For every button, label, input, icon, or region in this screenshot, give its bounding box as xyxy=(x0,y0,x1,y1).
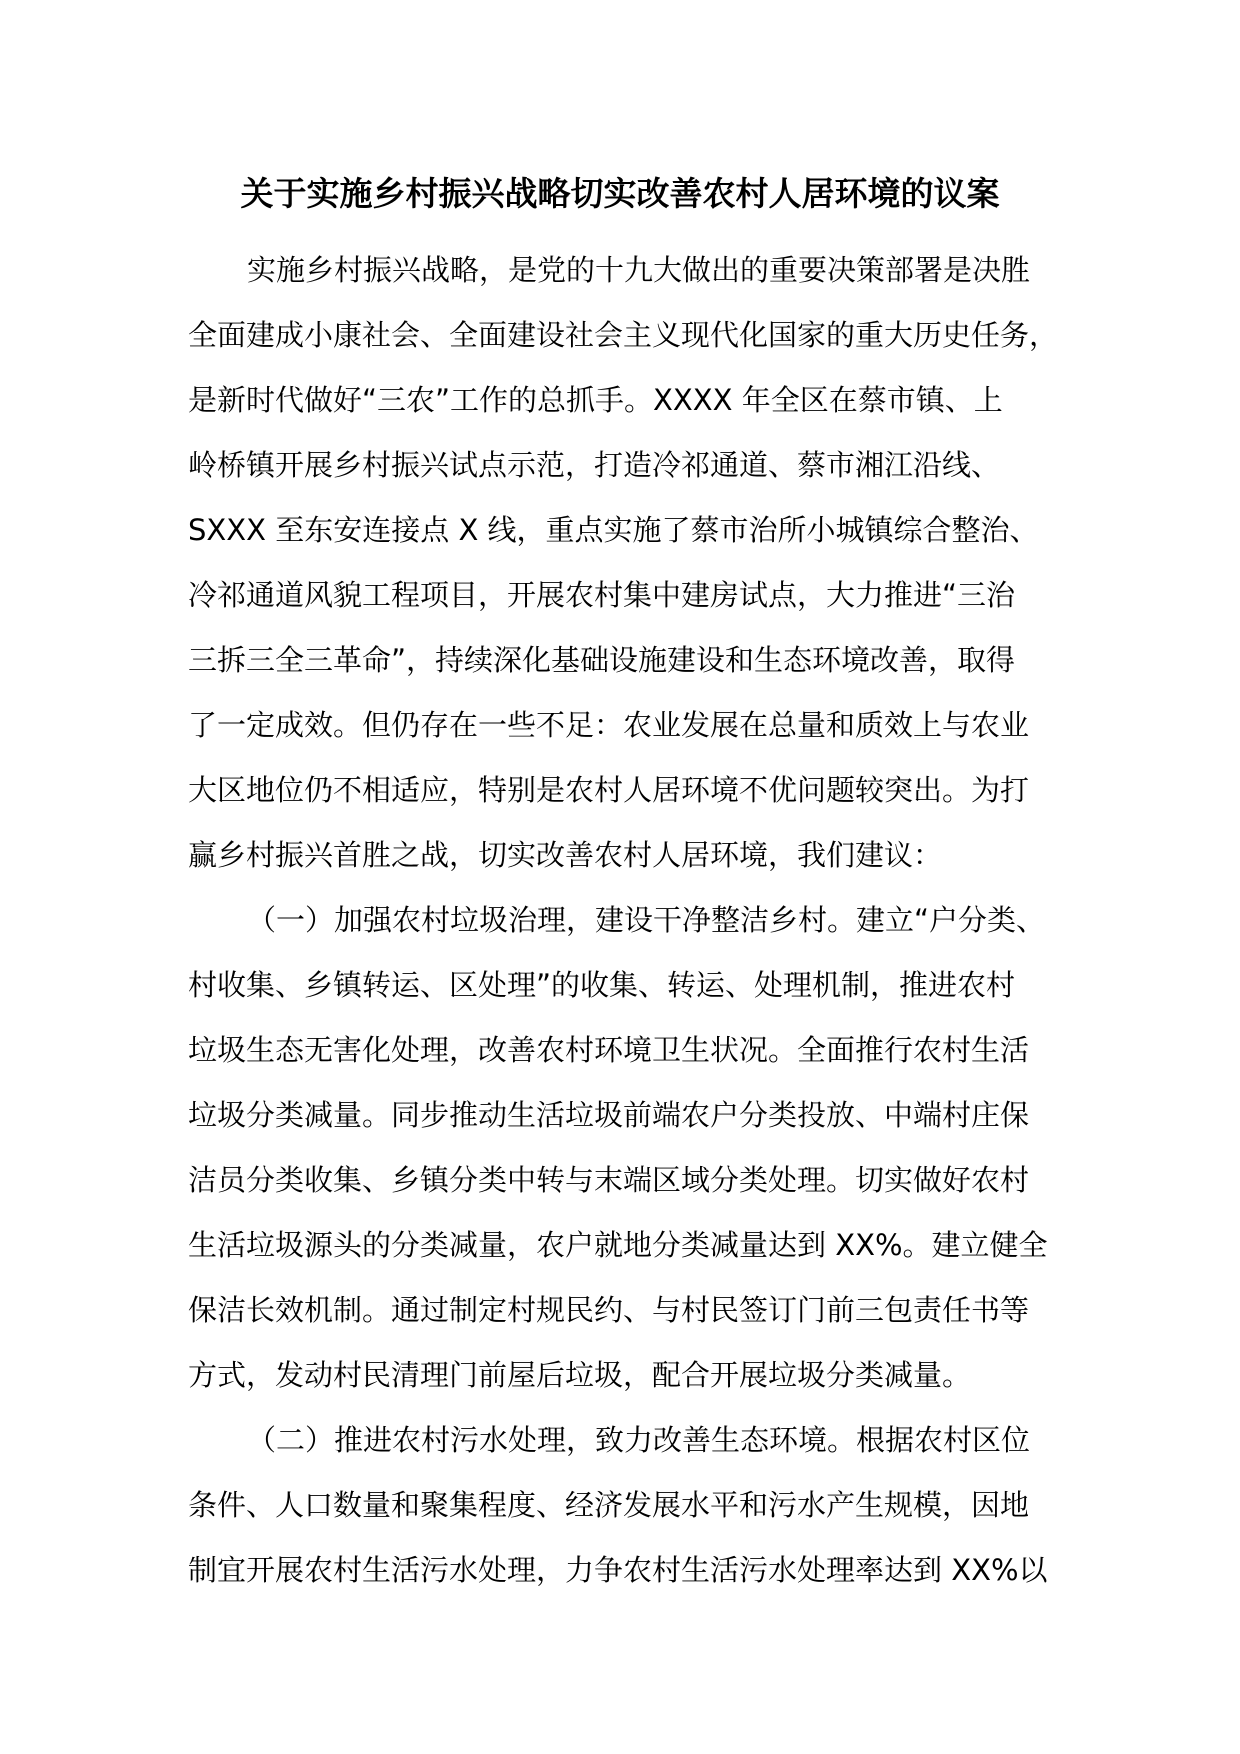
text-line: 条件、人口数量和聚集程度、经济发展水平和污水产生规模，因地 xyxy=(188,1488,1030,1522)
text-line: 村收集、乡镇转运、区处理”的收集、转运、处理机制，推进农村 xyxy=(188,968,1016,1002)
text-line: 全面建成小康社会、全面建设社会主义现代化国家的重大历史任务， xyxy=(188,318,1059,352)
text-line: （一）加强农村垃圾治理，建设干净整洁乡村。建立“户分类、 xyxy=(247,903,1046,937)
text-line: 岭桥镇开展乡村振兴试点示范，打造冷祁通道、蔡市湘江沿线、 xyxy=(188,448,1001,482)
document-body xyxy=(188,238,1088,1603)
text-line: SXXX 至东安连接点 X 线，重点实施了蔡市治所小城镇综合整治、 xyxy=(188,513,1039,547)
text-line: 方式，发动村民清理门前屋后垃圾，配合开展垃圾分类减量。 xyxy=(188,1358,972,1392)
text-line: （二）推进农村污水处理，致力改善生态环境。根据农村区位 xyxy=(247,1423,1031,1457)
document-title: 关于实施乡村振兴战略切实改善农村人居环境的议案 xyxy=(240,174,1000,213)
text-line: 制宜开展农村生活污水处理，力争农村生活污水处理率达到 XX%以 xyxy=(188,1553,1048,1587)
text-line: 实施乡村振兴战略，是党的十九大做出的重要决策部署是决胜 xyxy=(247,253,1031,287)
text-line: 是新时代做好“三农”工作的总抓手。XXXX 年全区在蔡市镇、上 xyxy=(188,383,1003,417)
text-line: 生活垃圾源头的分类减量，农户就地分类减量达到 XX%。建立健全 xyxy=(188,1228,1048,1262)
text-line: 垃圾生态无害化处理，改善农村环境卫生状况。全面推行农村生活 xyxy=(188,1033,1030,1067)
text-line: 洁员分类收集、乡镇分类中转与末端区域分类处理。切实做好农村 xyxy=(188,1163,1030,1197)
text-line: 三拆三全三革命”，持续深化基础设施建设和生态环境改善，取得 xyxy=(188,643,1016,677)
text-line: 保洁长效机制。通过制定村规民约、与村民签订门前三包责任书等 xyxy=(188,1293,1030,1327)
text-line: 大区地位仍不相适应，特别是农村人居环境不优问题较突出。为打 xyxy=(188,773,1030,807)
text-line: 垃圾分类减量。同步推动生活垃圾前端农户分类投放、中端村庄保 xyxy=(188,1098,1030,1132)
text-line: 赢乡村振兴首胜之战，切实改善农村人居环境，我们建议： xyxy=(188,838,943,872)
text-line: 了一定成效。但仍存在一些不足：农业发展在总量和质效上与农业 xyxy=(188,708,1030,742)
text-line: 冷祁通道风貌工程项目，开展农村集中建房试点，大力推进“三治 xyxy=(188,578,1016,612)
